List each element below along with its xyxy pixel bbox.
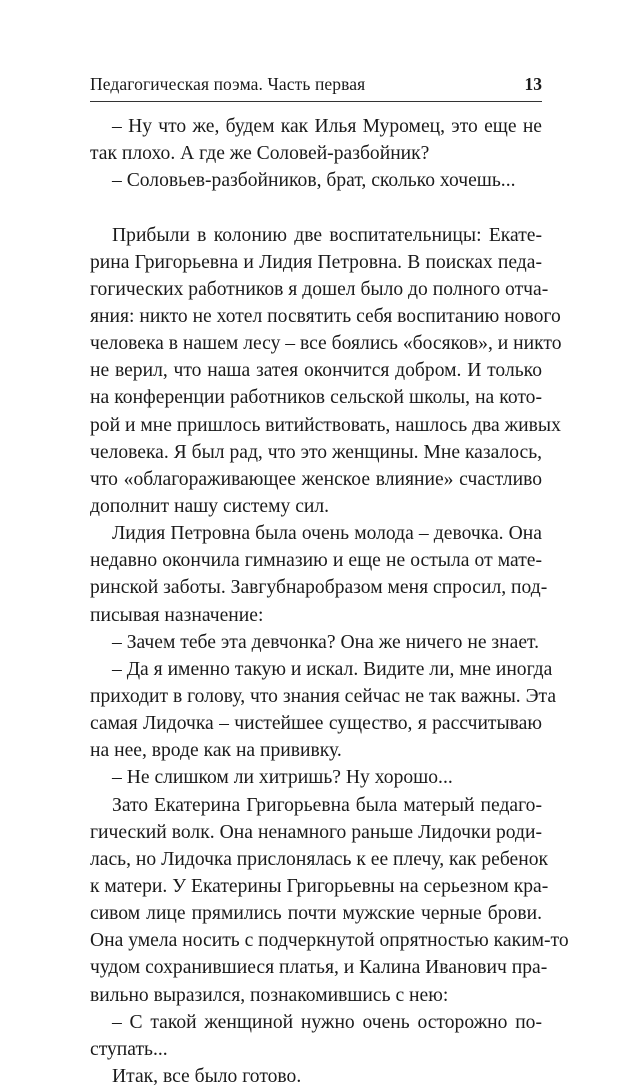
- text-line: Лидия Петровна была очень молода – девочка. Она: [112, 523, 542, 545]
- text-line: на нее, вроде как на прививку.: [90, 740, 342, 762]
- text-line: сивом лице прямились почти мужские черные брови.: [90, 903, 542, 925]
- text-line: на конференции работников сельской школы, на кото-: [90, 387, 542, 409]
- text-line: ринской заботы. Завгубнаробразом меня спросил, под-: [90, 577, 548, 599]
- text-line: ступать...: [90, 1038, 168, 1060]
- text-line: к матери. У Екатерины Григорьевны на серьезном кра-: [90, 875, 549, 897]
- text-line: – Соловьев-разбойников, брат, сколько хочешь...: [112, 170, 516, 192]
- text-line: Она умела носить с подчеркнутой опрятностью каким-то: [90, 930, 569, 952]
- text-line: так плохо. А где же Соловей-разбойник?: [90, 143, 430, 165]
- text-line: Прибыли в колонию две воспитательницы: Екате-: [112, 224, 542, 246]
- page-number: 13: [524, 74, 542, 94]
- text-line: чудом сохранившиеся платья, и Калина Иванович пра-: [90, 957, 548, 979]
- header-rule: [90, 101, 542, 102]
- text-line: – Не слишком ли хитришь? Ну хорошо...: [112, 767, 453, 789]
- text-line: – Зачем тебе эта девчонка? Она же ничего не знает.: [112, 631, 540, 653]
- text-line: Итак, все было готово.: [112, 1065, 302, 1087]
- section-break: [90, 194, 542, 221]
- body-text: [90, 113, 569, 1090]
- text-line: рой и мне пришлось витийствовать, нашлось два живых: [90, 414, 561, 436]
- text-line: рина Григорьевна и Лидия Петровна. В поисках педа-: [90, 251, 542, 273]
- text-line: – С такой женщиной нужно очень осторожно по-: [112, 1011, 542, 1033]
- text-line: вильно выразился, познакомившись с нею:: [90, 984, 449, 1006]
- text-line: приходит в голову, что знания сейчас не так важны. Эта: [90, 685, 557, 707]
- text-line: яния: никто не хотел посвятить себя воспитанию нового: [90, 305, 561, 327]
- text-line: что «облагораживающее женское влияние» счастливо: [90, 468, 542, 490]
- text-line: человека в нашем лесу – все боялись «босяков», и никто: [90, 333, 562, 355]
- text-line: гогических работников я дошел было до полного отча-: [90, 278, 549, 300]
- running-title: Педагогическая поэма. Часть первая: [90, 74, 366, 94]
- text-line: Зато Екатерина Григорьевна была матерый педаго-: [112, 794, 542, 816]
- text-line: человека. Я был рад, что это женщины. Мне казалось,: [90, 441, 543, 463]
- text-line: – Да я именно такую и искал. Видите ли, мне иногда: [112, 658, 553, 680]
- text-line: гический волк. Она ненамного раньше Лидочки роди-: [90, 821, 542, 843]
- text-line: писывая назначение:: [90, 604, 264, 626]
- text-line: дополнит нашу систему сил.: [90, 495, 330, 517]
- text-line: лась, но Лидочка прислонялась к ее плечу, как ребенок: [90, 848, 549, 870]
- text-line: недавно окончила гимназию и еще не остыла от мате-: [90, 550, 542, 572]
- text-line: не верил, что наша затея окончится добром. И только: [90, 360, 542, 382]
- text-line: самая Лидочка – чистейшее существо, я рассчитываю: [90, 713, 542, 735]
- text-line: – Ну что же, будем как Илья Муромец, это еще не: [112, 116, 542, 137]
- running-head: [90, 74, 542, 98]
